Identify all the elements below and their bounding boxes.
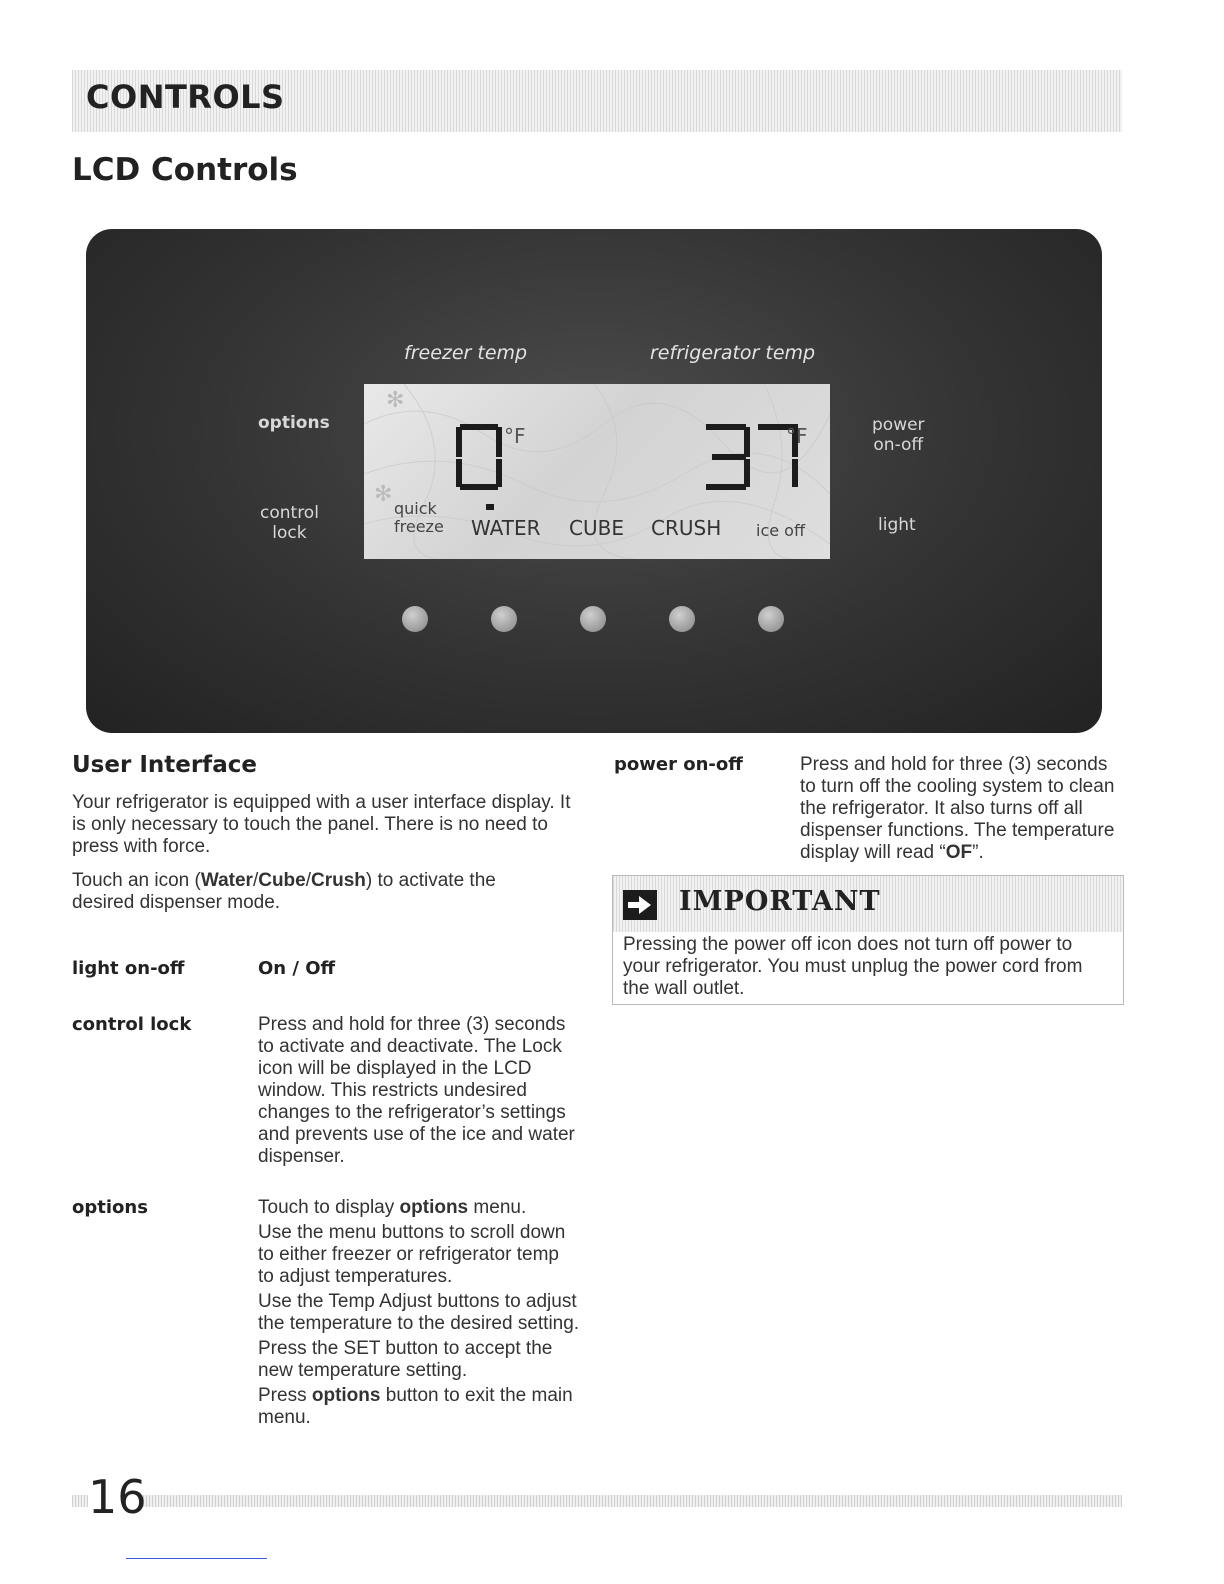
panel-button-3[interactable] [580, 606, 606, 632]
options-desc-p2: Use the menu buttons to scroll down to either freezer or refrigerator temp to adjust temperatures. [258, 1222, 566, 1287]
options-desc-p5 [258, 1385, 580, 1429]
power-term: power on-off [614, 754, 743, 775]
options-desc-p1 [258, 1197, 580, 1219]
light-term: light on-off [72, 958, 185, 979]
snowflake-icon: ✻ [386, 388, 405, 413]
quick-freeze-snowflake-icon: ✻ [374, 482, 393, 507]
control-lock-term: control lock [72, 1014, 192, 1035]
water-mode: WATER [471, 516, 541, 540]
power-desc-pre: Press and hold for three (3) seconds to turn off the cooling system to clean the refrigerator. It also turns off all dispenser functions. The temperature display will read “ [800, 754, 1115, 863]
user-interface-para2 [72, 870, 552, 914]
options-p1-post: menu. [468, 1197, 527, 1218]
link-underline [126, 1558, 267, 1559]
power-label-line2: on-off [873, 435, 924, 455]
ice-off-label: ice off [756, 521, 805, 540]
refrigerator-temp-unit: °F [786, 424, 808, 448]
control-lock-panel-button[interactable] [260, 503, 319, 543]
control-lock-label-line1: control [260, 503, 319, 523]
light-desc: On / Off [258, 958, 336, 979]
cube-mode: CUBE [569, 516, 624, 540]
quick-freeze-line1: quick [394, 499, 437, 518]
power-panel-button[interactable] [872, 415, 925, 455]
panel-button-4[interactable] [669, 606, 695, 632]
water-indicator-mark [486, 504, 494, 510]
options-term: options [72, 1197, 148, 1218]
page-number: 16 [88, 1470, 147, 1524]
panel-button-2[interactable] [491, 606, 517, 632]
para2-cube: Cube [258, 870, 306, 891]
options-p5-pre: Press [258, 1385, 312, 1406]
para2-crush: Crush [311, 870, 366, 891]
options-desc-p3: Use the Temp Adjust buttons to adjust the temperature to the desired setting. [258, 1291, 580, 1334]
options-desc [258, 1197, 580, 1432]
important-title: IMPORTANT [679, 886, 881, 917]
para2-slash2: / [305, 870, 312, 891]
user-interface-heading: User Interface [72, 752, 257, 778]
page-title: LCD Controls [72, 152, 298, 188]
power-desc-post: ”. [972, 842, 984, 863]
refrigerator-temp-digit-3 [704, 424, 750, 490]
options-p5-post: button to exit the main menu. [258, 1385, 573, 1428]
footer-rule-left [72, 1495, 88, 1507]
power-desc [800, 754, 1122, 864]
light-panel-button[interactable]: light [878, 515, 916, 535]
crush-mode: CRUSH [651, 516, 722, 540]
para2-water: Water [200, 870, 253, 891]
important-notice [612, 875, 1124, 1005]
options-panel-button[interactable]: options [258, 413, 330, 433]
important-text: Pressing the power off icon does not turn off power to your refrigerator. You must unplug the power cord from the wall outlet. [623, 934, 1083, 999]
control-lock-desc: Press and hold for three (3) seconds to activate and deactivate. The Lock icon will be displayed in the LCD window. This restricts undesired changes to the refrigerator’s settings and prevents use of the ice and water dispenser. [258, 1014, 575, 1167]
freezer-temp-digit [456, 424, 502, 490]
lcd-display [364, 384, 830, 559]
options-p5-bold: options [311, 1385, 381, 1406]
section-banner [72, 70, 1122, 132]
important-header [613, 876, 1123, 932]
arrow-right-icon [623, 890, 657, 920]
quick-freeze-line2: freeze [394, 517, 444, 536]
freezer-temp-label: freezer temp [404, 342, 528, 364]
para2-pre: Touch an icon ( [72, 870, 201, 891]
control-lock-label-line2: lock [272, 523, 307, 543]
power-desc-bold: OF [945, 842, 973, 863]
user-interface-para1: Your refrigerator is equipped with a user interface display. It is only necessary to touch the panel. There is no need to press with force. [72, 792, 571, 857]
options-p1-pre: Touch to display [258, 1197, 400, 1218]
panel-button-1[interactable] [402, 606, 428, 632]
control-panel-image [86, 229, 1102, 733]
para2-post: ) to activate the desired dispenser mode. [72, 870, 496, 913]
quick-freeze-label [394, 500, 444, 536]
footer-rule [140, 1495, 1122, 1507]
power-label-line1: power [872, 415, 925, 435]
para2-slash1: / [252, 870, 259, 891]
panel-button-5[interactable] [758, 606, 784, 632]
refrigerator-temp-label: refrigerator temp [650, 342, 816, 364]
banner-title: CONTROLS [86, 78, 285, 116]
options-p1-bold: options [399, 1197, 469, 1218]
options-desc-p4: Press the SET button to accept the new temperature setting. [258, 1338, 553, 1381]
freezer-temp-unit: °F [504, 424, 526, 448]
